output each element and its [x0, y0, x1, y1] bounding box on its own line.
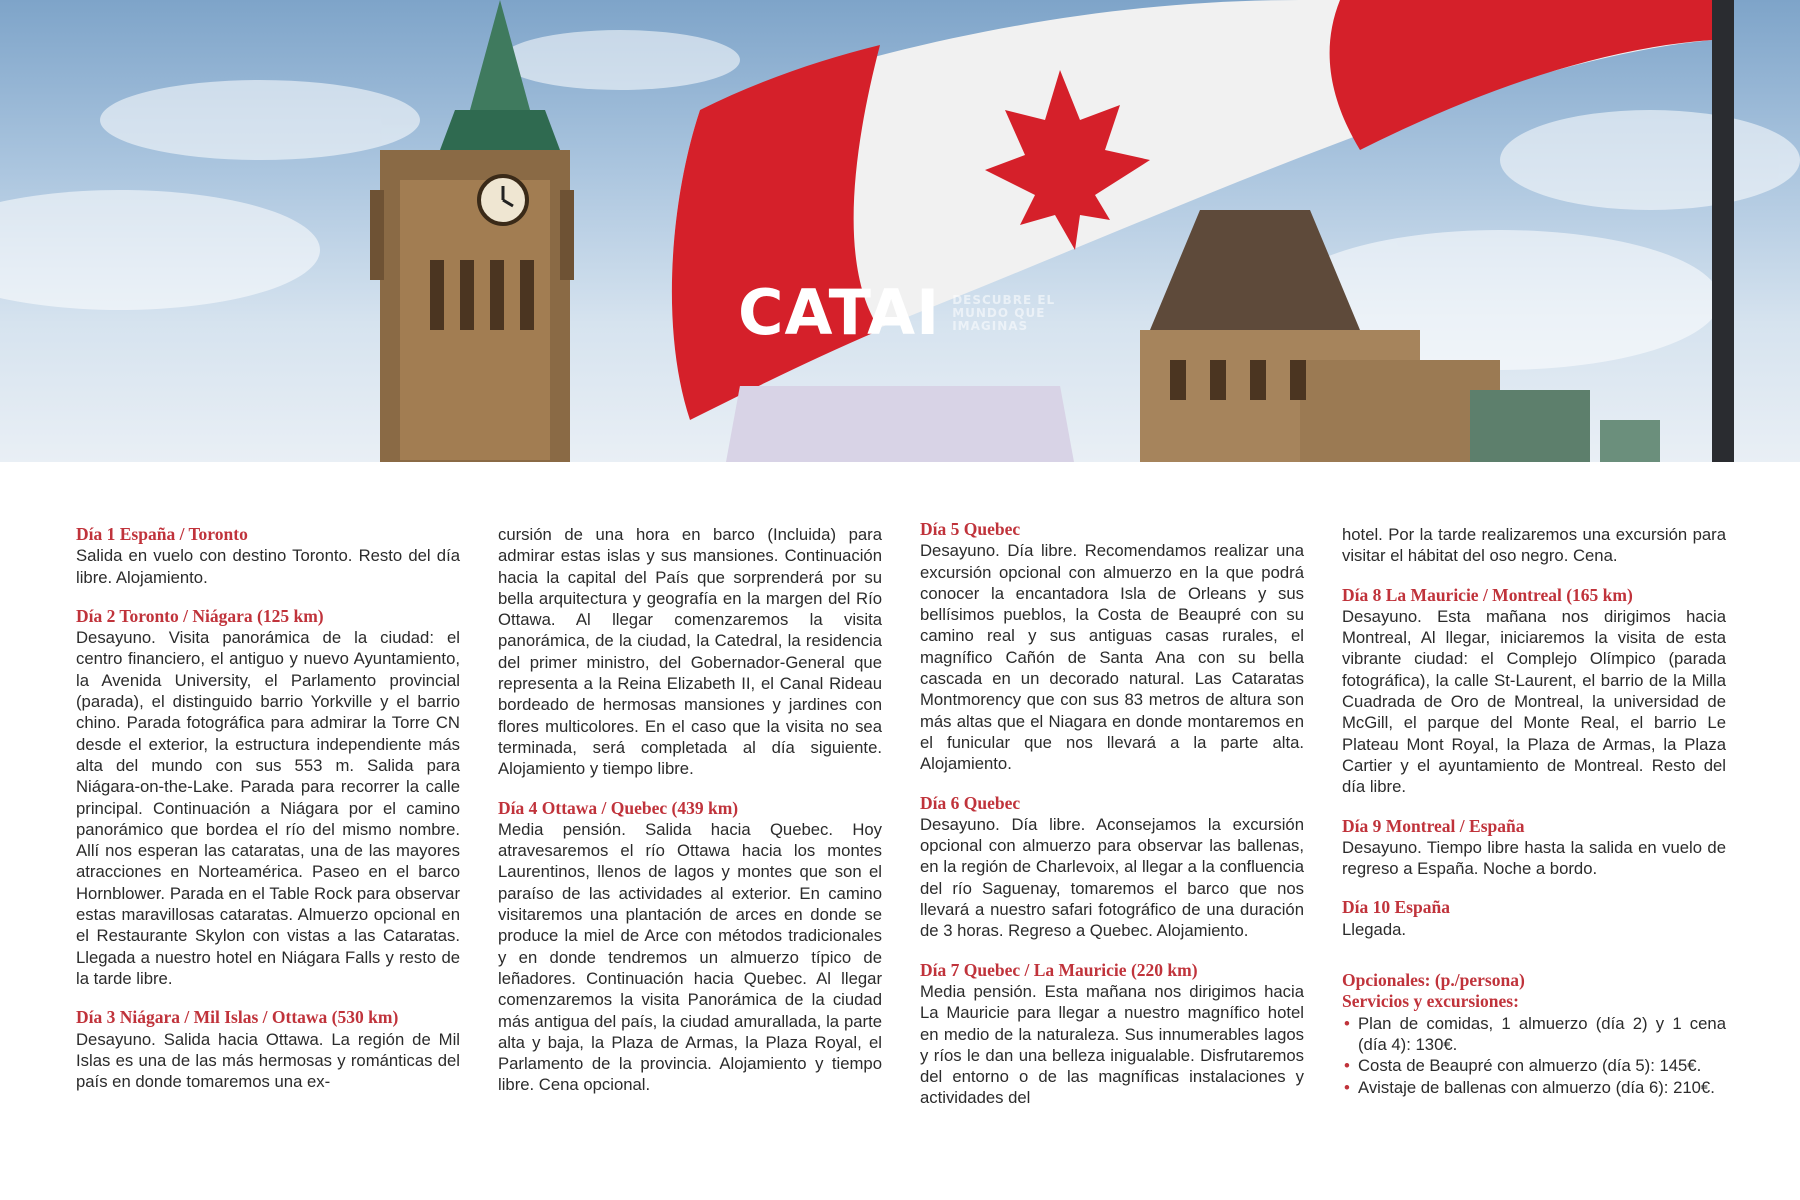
- day-3: [76, 1007, 460, 1092]
- day-2: [76, 606, 460, 989]
- logo-wordmark: CATAI: [738, 276, 941, 349]
- column-2: [498, 524, 882, 1114]
- day-3-continuation: [498, 524, 882, 780]
- day-7: [920, 960, 1304, 1109]
- day-text: Desayuno. Día libre. Recomendamos realizar una excursión opcional con almuerzo en la que podrá conocer la encantadora Isla de Orleans y sus bellísimos pueblos, la Costa de Beaupré con su camino real y sus antiguas casas rurales, el magnífico Cañón de Santa Ana con su bella cascada en un decorado natural. Las Cataratas Montmorency que con sus 83 metros de altura son más altas que el Niagara en donde montaremos en el funicular que nos llevará a la parte alta. Alojamiento.: [920, 541, 1304, 774]
- flag-pole: [1712, 0, 1734, 462]
- day-text: Desayuno. Día libre. Aconsejamos la excursión opcional con almuerzo para observar las ballenas, en la región de Charlevoix, al llegar a la confluencia del río Saguenay, tomaremos el barco que nos llevará a nuestro safari fotográfico de una duración de 3 horas. Regreso a Quebec. Alojamiento.: [920, 814, 1304, 941]
- day-text: Desayuno. Esta mañana nos dirigimos hacia Montreal, Al llegar, iniciaremos la visita de esta vibrante ciudad: el Complejo Olímpico (parada fotográfica), la calle St-Laurent, el barrio de la Milla Cuadrada de Oro de Montreal, la universidad de McGill, el parque del Monte Real, el barrio Le Plateau Mont Royal, la Plaza de Armas, la Plaza Cartier y el ayuntamiento de Montreal. Resto del día libre.: [1342, 606, 1726, 797]
- day-text: cursión de una hora en barco (Incluida) para admirar estas islas y sus mansiones. Continuación hacia la capital del País que sorprenderá por su bella arquitectura y geografía en la margen del Río Ottawa. Al llegar comenzaremos la visita panorámica, de la ciudad, la Catedral, la residencia del primer ministro, del Gobernador-General que representa a la Reina Elizabeth II, el Canal Rideau bordeado de hermosas mansiones y jardines con flores multicolores. En el caso que la visita no sea terminada, será completada al día siguiente. Alojamiento y tiempo libre.: [498, 525, 882, 779]
- day-text: Desayuno. Visita panorámica de la ciudad: el centro financiero, el antiguo y nuevo Ayuntamiento, la Avenida University, el Parlamento provincial (parada), el distinguido barrio Yorkville y el barrio chino. Parada fotográfica para admirar la Torre CN desde el exterior, la estructura independiente más alta del mundo con sus 553 m. Salida para Niágara-on-the-Lake. Parada para recorrer la calle principal. Continuación a Niágara por el camino panorámico que bordea el río del mismo nombre. Allí nos esperan las cataratas, una de las mayores atracciones en Norteamérica. Paseo en el barco Hornblower. Parada en el Table Rock para observar estas maravillosas cataratas. Almuerzo opcional en el Restaurante Skylon con vistas a las Cataratas. Llegada a nuestro hotel en Niágara Falls y resto de la tarde libre.: [76, 628, 460, 988]
- day-title: Día 10 España: [1342, 897, 1450, 918]
- day-5: [920, 519, 1304, 775]
- column-4: [1342, 524, 1726, 1098]
- list-item: • Plan de comidas, 1 almuerzo (día 2) y 1 cena (día 4): 130€.: [1342, 1013, 1726, 1056]
- hero-photo: [0, 0, 1800, 462]
- day-9: [1342, 816, 1726, 880]
- day-title: Día 8 La Mauricie / Montreal (165 km): [1342, 584, 1633, 605]
- day-title: Día 4 Ottawa / Quebec (439 km): [498, 797, 739, 818]
- day-text: Desayuno. Tiempo libre hasta la salida en vuelo de regreso a España. Noche a bordo.: [1342, 837, 1726, 879]
- day-text: Media pensión. Salida hacia Quebec. Hoy atravesaremos el río Ottawa hacia los montes Laurentinos, llenos de lagos y montes que son el paraíso de las actividades al exterior. En camino visitaremos una plantación de arces en donde se produce la miel de Arce con métodos tradicionales y en donde tendremos un almuerzo típico de leñadores. Continuación hacia Quebec. Al llegar comenzaremos la visita Panorámica de la ciudad más antigua del país, la ciudad amurallada, la parte alta y baja, la Plaza de Armas, la Plaza Royal, el Parlamento de la provincia. Alojamiento y tiempo libre. Cena opcional.: [498, 819, 882, 1095]
- day-4: [498, 798, 882, 1096]
- optionals-section: [1342, 970, 1726, 1098]
- list-item: • Avistaje de ballenas con almuerzo (día 6): 210€.: [1342, 1077, 1726, 1098]
- day-10: [1342, 897, 1726, 940]
- day-title: Día 2 Toronto / Niágara (125 km): [76, 605, 324, 626]
- day-6: [920, 793, 1304, 942]
- column-1: [76, 524, 460, 1110]
- day-1: [76, 524, 460, 588]
- day-title: Día 5 Quebec: [920, 519, 1021, 539]
- optionals-heading: Opcionales: (p./persona): [1342, 970, 1525, 991]
- column-3: [920, 519, 1304, 1127]
- day-text: Llegada.: [1342, 919, 1407, 939]
- catai-logo: [738, 276, 1056, 349]
- day-text: Media pensión. Esta mañana nos dirigimos hacia La Mauricie para llegar a nuestro magnífico hotel en medio de la naturaleza. Sus innumerables lagos y ríos le dan una belleza inigualable. Disfrutaremos del entorno o de las magníficas instalaciones y actividades del: [920, 981, 1304, 1108]
- optionals-list: [1342, 1013, 1726, 1098]
- day-text: hotel. Por la tarde realizaremos una excursión para visitar el hábitat del oso negro. Cena.: [1342, 525, 1726, 566]
- day-title: Día 7 Quebec / La Mauricie (220 km): [920, 959, 1198, 980]
- list-item: • Costa de Beaupré con almuerzo (día 5): 145€.: [1342, 1055, 1726, 1076]
- logo-tagline: DESCUBRE EL MUNDO QUE IMAGINAS: [952, 292, 1056, 333]
- day-8: [1342, 585, 1726, 798]
- day-text: Salida en vuelo con destino Toronto. Resto del día libre. Alojamiento.: [76, 546, 460, 587]
- optionals-subheading: Servicios y excursiones:: [1342, 991, 1519, 1012]
- day-title: Día 1 España / Toronto: [76, 524, 248, 544]
- day-text: Desayuno. Salida hacia Ottawa. La región de Mil Islas es una de las más hermosas y románticas del país en donde tomaremos una ex-: [76, 1029, 460, 1092]
- lilac-tab-shape: [726, 386, 1074, 462]
- day-title: Día 3 Niágara / Mil Islas / Ottawa (530 km): [76, 1007, 399, 1028]
- day-title: Día 9 Montreal / España: [1342, 815, 1525, 836]
- day-title: Día 6 Quebec: [920, 792, 1021, 813]
- day-7-continuation: [1342, 524, 1726, 567]
